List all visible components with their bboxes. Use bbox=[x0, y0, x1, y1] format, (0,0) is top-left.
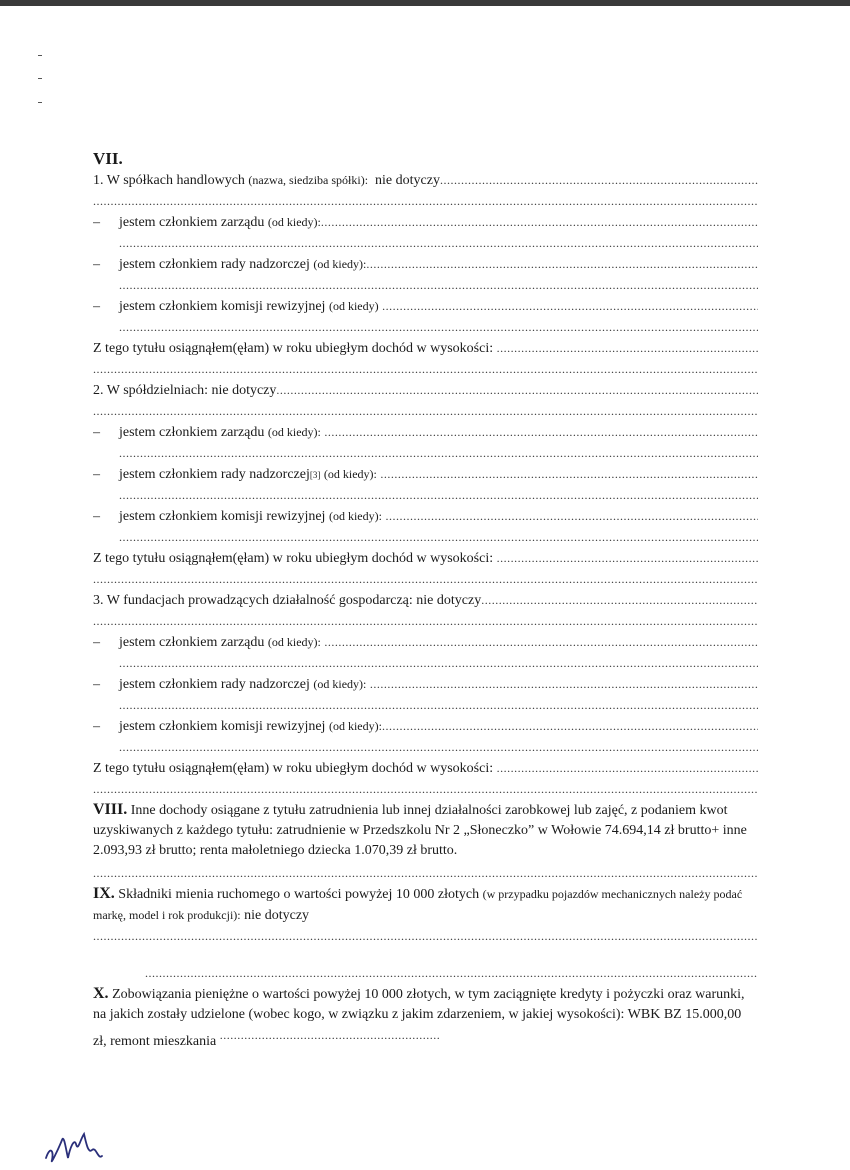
companies-note: (nazwa, siedziba spółki): bbox=[248, 173, 369, 187]
blank-line bbox=[93, 653, 758, 674]
coops-income-line bbox=[93, 548, 758, 569]
income-label: Z tego tytułu osiągnąłem(ęłam) w roku ubiegłym dochód w wysokości: bbox=[93, 341, 494, 356]
section-x bbox=[93, 984, 758, 1052]
blank-line bbox=[93, 926, 758, 947]
blank-line bbox=[93, 485, 758, 506]
blank-line bbox=[93, 359, 758, 380]
since-note: (od kiedy): bbox=[328, 509, 382, 523]
section-viii bbox=[93, 800, 758, 861]
coops-line bbox=[93, 380, 758, 401]
since-note: (od kiedy): bbox=[267, 215, 321, 229]
section-x-text: Zobowiązania pieniężne o wartości powyżej 10 000 złotych, w tym zaciągnięte kredyty i pożyczki oraz warunki, na jakich zostały udzielone (wobec kogo, w związku z jakim zdarzeniem, w jakiej wysokości): WBK BZ 15.000,00 zł, remont mieszkania bbox=[93, 987, 745, 1049]
audit-label: jestem członkiem komisji rewizyjnej bbox=[119, 509, 326, 524]
coops-audit-line: – jestem członkiem komisji rewizyjnej (od kiedy): ..... bbox=[93, 506, 758, 527]
section-viii-heading: VIII. bbox=[93, 801, 128, 818]
blank-line bbox=[93, 443, 758, 464]
section-ix-note: (w przypadku pojazdów mechanicznych należy podać markę, model i rok produkcji): bbox=[93, 887, 743, 922]
companies-audit-line: – jestem członkiem komisji rewizyjnej (od kiedy) ..... bbox=[93, 296, 758, 317]
section-x-heading: X. bbox=[93, 985, 109, 1002]
blank-line bbox=[93, 233, 758, 254]
section-vii-heading: VII. bbox=[93, 149, 123, 168]
signature-mark bbox=[40, 1120, 110, 1168]
since-note: (od kiedy) bbox=[328, 299, 379, 313]
companies-board-line: – jestem członkiem zarządu (od kiedy): ..... bbox=[93, 212, 758, 233]
scan-mark bbox=[38, 55, 42, 56]
since-note: (od kiedy): bbox=[267, 425, 321, 439]
foundations-line bbox=[93, 590, 758, 611]
income-label: Z tego tytułu osiągnąłem(ęłam) w roku ubiegłym dochód w wysokości: bbox=[93, 551, 494, 566]
foundations-income-line bbox=[93, 758, 758, 779]
section-viii-text: Inne dochody osiągane z tytułu zatrudnienia lub innej działalności zarobkowej lub zajęć, z podaniem kwot uzyskiwanych z każdego tytułu: zatrudnienie w Przedszkolu Nr 2 „Słoneczko” w Wołowie 74.694,14 zł brutto+ inne 2.093,93 zł brutto; renta małoletniego dziecka 1.070,39 zł brutto. bbox=[93, 803, 747, 858]
section-ix-value: nie dotyczy bbox=[244, 908, 310, 923]
spacer bbox=[93, 947, 758, 963]
coops-board-line: – jestem członkiem zarządu (od kiedy): ..... bbox=[93, 422, 758, 443]
scan-mark bbox=[38, 102, 42, 103]
blank-line bbox=[93, 737, 758, 758]
declaration-page bbox=[93, 148, 758, 1052]
blank-line bbox=[93, 527, 758, 548]
since-note: (od kiedy): bbox=[267, 635, 321, 649]
section-ix-text: Składniki mienia ruchomego o wartości powyżej 10 000 złotych bbox=[118, 887, 480, 902]
blank-line bbox=[93, 569, 758, 590]
blank-line bbox=[93, 191, 758, 212]
section-ix-heading: IX. bbox=[93, 885, 115, 902]
section-ix bbox=[93, 884, 758, 926]
income-label: Z tego tytułu osiągnąłem(ęłam) w roku ubiegłym dochód w wysokości: bbox=[93, 761, 494, 776]
blank-line bbox=[93, 401, 758, 422]
audit-label: jestem członkiem komisji rewizyjnej bbox=[119, 719, 326, 734]
foundations-value: nie dotyczy bbox=[416, 593, 482, 608]
coops-supervisory-line: – jestem członkiem rady nadzorczej [3] (od kiedy): ..... bbox=[93, 464, 758, 485]
coops-value: nie dotyczy bbox=[211, 383, 277, 398]
blank-line bbox=[93, 695, 758, 716]
coops-label: 2. W spółdzielniach: bbox=[93, 383, 208, 398]
scan-top-edge bbox=[0, 0, 850, 6]
foundations-supervisory-line: – jestem członkiem rady nadzorczej (od kiedy): ..... bbox=[93, 674, 758, 695]
fill-dots bbox=[440, 170, 758, 191]
supervisory-label: jestem członkiem rady nadzorczej bbox=[119, 677, 310, 692]
since-note: (od kiedy): bbox=[313, 257, 367, 271]
companies-income-line bbox=[93, 338, 758, 359]
blank-line bbox=[93, 275, 758, 296]
blank-line bbox=[93, 963, 758, 984]
companies-supervisory-line: – jestem członkiem rady nadzorczej (od kiedy): ..... bbox=[93, 254, 758, 275]
board-label: jestem członkiem zarządu bbox=[119, 425, 265, 440]
blank-line bbox=[93, 317, 758, 338]
since-note: (od kiedy): bbox=[328, 719, 382, 733]
blank-line bbox=[93, 611, 758, 632]
board-label: jestem członkiem zarządu bbox=[119, 635, 265, 650]
blank-line bbox=[93, 779, 758, 800]
foundations-audit-line: – jestem członkiem komisji rewizyjnej (od kiedy): ..... bbox=[93, 716, 758, 737]
foundations-label: 3. W fundacjach prowadzących działalność gospodarczą: bbox=[93, 593, 413, 608]
audit-label: jestem członkiem komisji rewizyjnej bbox=[119, 299, 326, 314]
since-note: (od kiedy): bbox=[313, 677, 367, 691]
blank-line bbox=[93, 863, 758, 884]
companies-label: 1. W spółkach handlowych bbox=[93, 173, 245, 188]
supervisory-label: jestem członkiem rady nadzorczej bbox=[119, 257, 310, 272]
supervisory-label: jestem członkiem rady nadzorczej bbox=[119, 467, 310, 482]
since-note: (od kiedy): bbox=[323, 467, 377, 481]
board-label: jestem członkiem zarządu bbox=[119, 215, 265, 230]
scan-mark bbox=[38, 78, 42, 79]
fill-dots bbox=[220, 1025, 440, 1045]
companies-value: nie dotyczy bbox=[375, 173, 440, 188]
companies-line bbox=[93, 170, 758, 191]
foundations-board-line: – jestem członkiem zarządu (od kiedy): ..... bbox=[93, 632, 758, 653]
